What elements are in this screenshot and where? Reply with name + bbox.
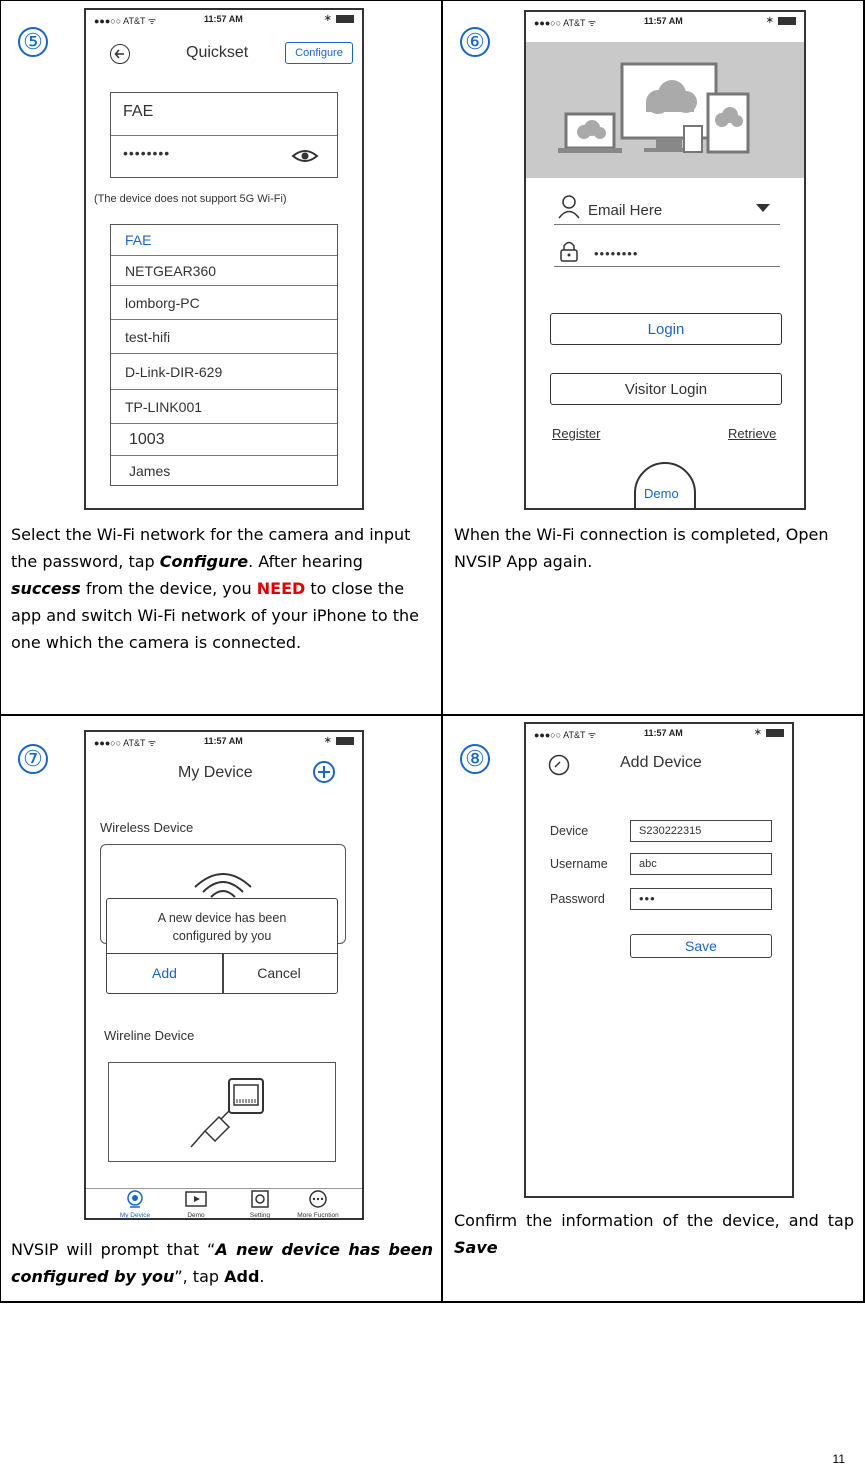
dialog-message: A new device has been configured by you [157, 911, 287, 943]
5g-note: (The device does not support 5G Wi-Fi) [94, 193, 287, 205]
tab-more-function[interactable] [286, 1190, 350, 1219]
status-bar [86, 10, 362, 28]
tab-demo[interactable] [176, 1190, 216, 1219]
tab-label: My Device [119, 1212, 151, 1219]
battery-icon [766, 729, 784, 737]
desc-emphasis-quote: A new device has been configured by you [11, 1240, 434, 1286]
login-phone-screenshot [524, 10, 806, 510]
add-button[interactable]: Add [152, 965, 177, 981]
visitor-login-button[interactable]: Visitor Login [550, 373, 782, 405]
page-title: My Device [178, 764, 253, 781]
password-field[interactable]: •••••••• [123, 145, 171, 161]
desc-emphasis-save: Save [454, 1238, 498, 1257]
tab-setting[interactable] [240, 1190, 280, 1219]
battery-icon [336, 15, 354, 23]
tab-label: More Fucntion [297, 1212, 339, 1219]
cloud-devices-illustration [526, 42, 804, 178]
step-7-description [11, 1236, 433, 1290]
desc-text: Select the Wi-Fi network for the camera and input the password, tap [11, 525, 411, 571]
tab-label: Setting [249, 1212, 271, 1219]
device-value: S230222315 [639, 825, 702, 837]
bluetooth-icon: ∗ [765, 15, 774, 26]
password-value: ••• [639, 891, 656, 906]
bluetooth-icon: ∗ [323, 735, 332, 746]
bluetooth-icon: ∗ [323, 13, 332, 24]
desc-text: NVSIP will prompt that “ [11, 1240, 216, 1259]
carrier-label: ●●●○○ AT&T ᯤ [94, 16, 157, 26]
step-7-number: ⑦ [18, 744, 48, 774]
table-border-bottom [0, 1301, 865, 1303]
register-link[interactable]: Register [552, 426, 601, 441]
password-input[interactable]: •••••••• [594, 246, 639, 261]
step-6-number: ⑥ [460, 27, 490, 57]
ethernet-port-icon [185, 1075, 269, 1153]
desc-emphasis-configure: Configure [159, 552, 249, 571]
device-input[interactable] [630, 820, 772, 842]
carrier-label: ●●●○○ AT&T ᯤ [94, 738, 157, 748]
wifi-item[interactable]: NETGEAR360 [111, 255, 337, 285]
wireless-device-label: Wireless Device [100, 820, 194, 835]
step-5-description [11, 521, 433, 656]
more-icon [309, 1190, 327, 1208]
clock-label: 11:57 AM [204, 736, 243, 746]
page-title: Quickset [186, 44, 249, 61]
cloud-banner [526, 42, 804, 178]
add-device-icon[interactable] [312, 760, 336, 784]
desc-text: . [259, 1267, 265, 1286]
username-label: Username [550, 857, 608, 871]
step-6-description: When the Wi-Fi connection is completed, Open NVSIP App again. [454, 525, 829, 571]
step-6-cell [443, 0, 863, 714]
tab-my-device[interactable] [110, 1190, 160, 1219]
battery-icon [778, 17, 796, 25]
clock-label: 11:57 AM [644, 16, 683, 26]
credentials-box [110, 92, 338, 178]
wireline-device-label: Wireline Device [104, 1028, 195, 1043]
configure-button[interactable]: Configure [285, 42, 353, 64]
clock-label: 11:57 AM [644, 728, 683, 738]
retrieve-link[interactable]: Retrieve [728, 426, 777, 441]
carrier-label: ●●●○○ AT&T ᯤ [534, 730, 597, 740]
desc-text: . After hearing [248, 552, 363, 571]
email-input[interactable]: Email Here [588, 202, 663, 219]
device-label: Device [550, 824, 589, 838]
email-underline [554, 224, 780, 225]
password-label: Password [550, 892, 605, 906]
tab-label: Demo [187, 1212, 205, 1219]
desc-emphasis-need: NEED [256, 579, 306, 598]
demo-label: Demo [644, 486, 679, 501]
password-underline [554, 266, 780, 267]
step-8-number: ⑧ [460, 744, 490, 774]
tab-bar-divider [86, 1188, 362, 1189]
dropdown-arrow-icon[interactable] [756, 204, 770, 214]
back-icon[interactable] [110, 44, 130, 64]
password-input[interactable] [630, 888, 772, 910]
status-bar [526, 12, 804, 30]
new-device-dialog [106, 898, 338, 994]
status-bar [86, 732, 362, 750]
bottom-tab-bar [86, 1190, 362, 1220]
wifi-item-fae[interactable]: FAE [125, 232, 152, 248]
cancel-button[interactable]: Cancel [257, 965, 301, 981]
demo-tab[interactable] [634, 462, 696, 510]
status-bar [526, 724, 792, 742]
desc-text: from the device, you [80, 579, 257, 598]
wifi-item[interactable]: D-Link-DIR-629 [111, 353, 337, 389]
desc-text: ”, tap [174, 1267, 225, 1286]
desc-text: Confirm the information of the device, and tap [454, 1211, 854, 1230]
my-device-phone-screenshot [84, 730, 364, 1220]
desc-emphasis-add: Add [224, 1267, 260, 1286]
step-7-cell [0, 716, 441, 1301]
wifi-network-list [110, 224, 338, 486]
quickset-phone-screenshot [84, 8, 364, 510]
step-5-number: ⑤ [18, 27, 48, 57]
play-icon [185, 1190, 207, 1208]
wifi-item[interactable]: TP-LINK001 [111, 389, 337, 423]
page-number: 11 [832, 1452, 845, 1466]
step-8-description [454, 1207, 854, 1261]
eye-icon[interactable] [291, 148, 319, 164]
battery-icon [336, 737, 354, 745]
wifi-icon [191, 865, 255, 899]
step-8-cell [443, 716, 863, 1301]
bluetooth-icon: ∗ [753, 727, 762, 738]
step-5-cell [0, 0, 441, 714]
ssid-field[interactable]: FAE [123, 103, 154, 120]
desc-text: to close the app and switch Wi-Fi network of your iPhone to the one which the camera is connected. [11, 579, 419, 652]
save-button[interactable]: Save [630, 934, 772, 958]
wifi-item[interactable]: 1003 [111, 423, 337, 455]
wireline-device-card[interactable] [108, 1062, 336, 1162]
field-divider [111, 135, 337, 136]
desc-emphasis-success: success [11, 579, 81, 598]
username-value: abc [639, 858, 657, 870]
login-button[interactable]: Login [550, 313, 782, 345]
clock-label: 11:57 AM [204, 14, 243, 24]
user-icon [558, 195, 580, 219]
gear-icon [251, 1190, 269, 1208]
wifi-item[interactable]: lomborg-PC [111, 285, 337, 319]
page-title: Add Device [620, 754, 702, 771]
username-input[interactable] [630, 853, 772, 875]
wifi-item[interactable]: test-hifi [111, 319, 337, 353]
carrier-label: ●●●○○ AT&T ᯤ [534, 18, 597, 28]
wifi-item[interactable]: James [111, 455, 337, 485]
camera-icon [126, 1190, 144, 1208]
back-icon[interactable] [548, 754, 570, 776]
add-device-phone-screenshot [524, 722, 794, 1198]
lock-icon [560, 240, 578, 262]
